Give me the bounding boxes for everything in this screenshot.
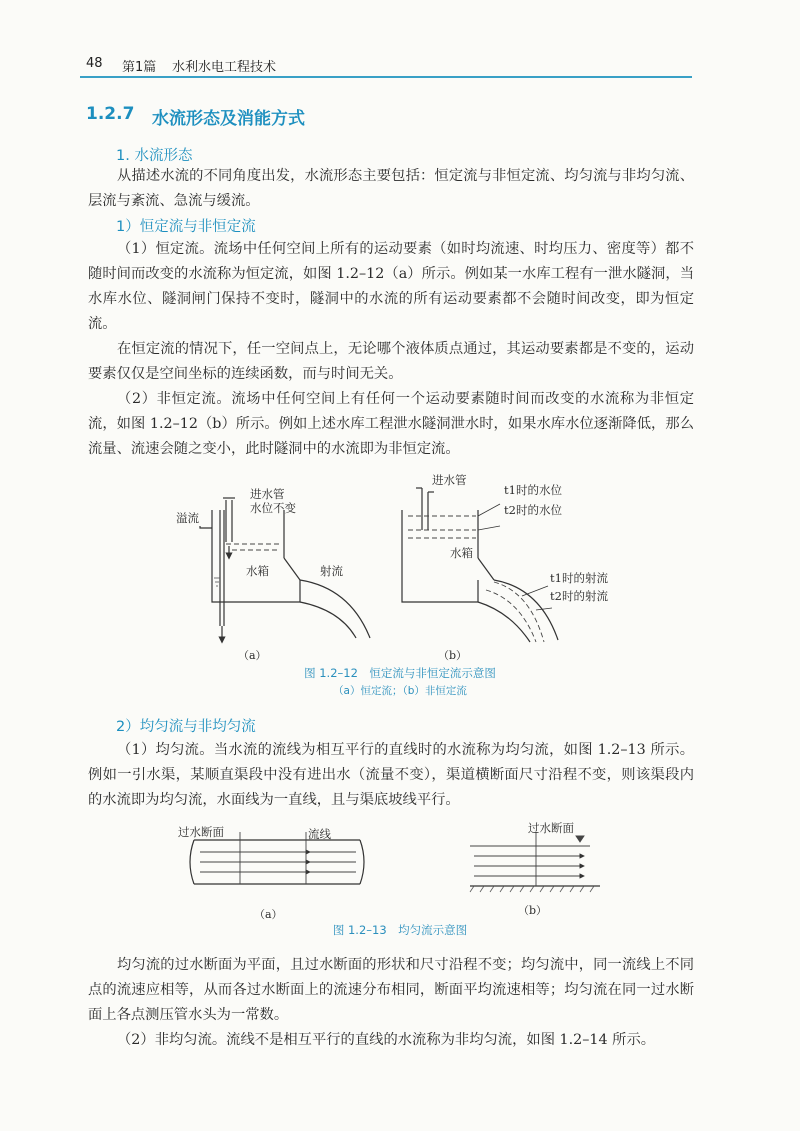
fig13a-section-label: 过水断面 xyxy=(178,825,224,839)
fig13a-streamline-label: 流线 xyxy=(308,827,331,841)
section-title: 水流形态及消能方式 xyxy=(152,109,305,129)
paragraph-nonuniform-def: （2）非均匀流。流线不是相互平行的直线的水流称为非均匀流，如图 1.2–14 所示。 xyxy=(117,1032,656,1048)
paragraph-steady-def: （1）恒定流。流场中任何空间上所有的运动要素（如时均流速、时均压力、密度等）都不随时间而改变的水流称为恒定流，如图 1.2–12（a）所示。例如某一水库工程有一泄水隧洞，当水库水位、隧洞闸门保持不变时，隧洞中的水流的所有运动要素都不会随时间改变，即为恒定流。 xyxy=(88,241,694,332)
fig12a-level-label: 水位不变 xyxy=(250,501,296,515)
figure-1-2-13-caption: 图 1.2–13 均匀流示意图 xyxy=(332,923,468,937)
fig12a-tag: （a） xyxy=(238,649,267,662)
figure-1-2-12 xyxy=(160,470,640,660)
fig12b-tank-label: 水箱 xyxy=(450,546,473,560)
fig13a-tag: （a） xyxy=(254,908,283,921)
fig13b-tag: （b） xyxy=(518,904,548,917)
paragraph-uniform-def: （1）均匀流。当水流的流线为相互平行的直线时的水流称为均匀流，如图 1.2–13 所示。例如一引水渠，某顺直渠段中没有进出水（流量不变），渠道横断面尺寸沿程不变，则该渠段内的水流即为均匀流，水面线为一直线，且与渠底坡线平行。 xyxy=(88,742,694,808)
fig12b-inlet-label: 进水管 xyxy=(432,473,467,487)
fig12b-t1-level-label: t1时的水位 xyxy=(504,483,562,497)
fig12b-t2-level-label: t2时的水位 xyxy=(504,503,562,517)
fig13b-section-label: 过水断面 xyxy=(528,821,574,835)
figure-1-2-12-subcaption: （a）恒定流；（b）非恒定流 xyxy=(333,685,467,697)
paragraph-unsteady-def: （2）非恒定流。流场中任何空间上有任何一个运动要素随时间而改变的水流称为非恒定流，如图 1.2–12（b）所示。例如上述水库工程泄水隧洞泄水时，如果水库水位逐渐降低，那么流量、流速会随之变小，此时隧洞中的水流即为非恒定流。 xyxy=(88,391,694,457)
fig12a-overflow-label: 溢流 xyxy=(176,511,199,525)
heading-steady-flow: 1）恒定流与非恒定流 xyxy=(116,219,256,235)
subsection-title: 1. 水流形态 xyxy=(116,148,193,164)
page-number: 48 xyxy=(86,56,103,71)
fig12a-jet-label: 射流 xyxy=(320,564,343,578)
fig12b-tag: （b） xyxy=(438,649,468,662)
fig12b-t2-jet-label: t2时的射流 xyxy=(550,589,608,603)
paragraph-steady-note: 在恒定流的情况下，任一空间点上，无论哪个液体质点通过，其运动要素都是不变的，运动要素仅仅是空间坐标的连续函数，而与时间无关。 xyxy=(88,341,694,382)
book-title: 水利水电工程技术 xyxy=(172,60,277,75)
fig12b-t1-jet-label: t1时的射流 xyxy=(550,571,608,585)
part-label: 第1篇 xyxy=(122,60,157,75)
fig12a-inlet-label: 进水管 xyxy=(250,487,285,501)
heading-uniform-flow: 2）均匀流与非均匀流 xyxy=(116,719,256,735)
header-rule xyxy=(80,76,692,78)
fig12a-tank-label: 水箱 xyxy=(246,564,269,578)
paragraph-intro: 从描述水流的不同角度出发，水流形态主要包括：恒定流与非恒定流、均匀流与非均匀流、层流与紊流、急流与缓流。 xyxy=(88,168,694,209)
section-number: 1.2.7 xyxy=(86,104,135,124)
figure-1-2-12-caption: 图 1.2–12 恒定流与非恒定流示意图 xyxy=(304,666,496,680)
paragraph-uniform-props: 均匀流的过水断面为平面，且过水断面的形状和尺寸沿程不变；均匀流中，同一流线上不同点的流速应相等，从而各过水断面上的流速分布相同，断面平均流速相等；均匀流在同一过水断面上各点测压管水头为一常数。 xyxy=(88,957,694,1023)
